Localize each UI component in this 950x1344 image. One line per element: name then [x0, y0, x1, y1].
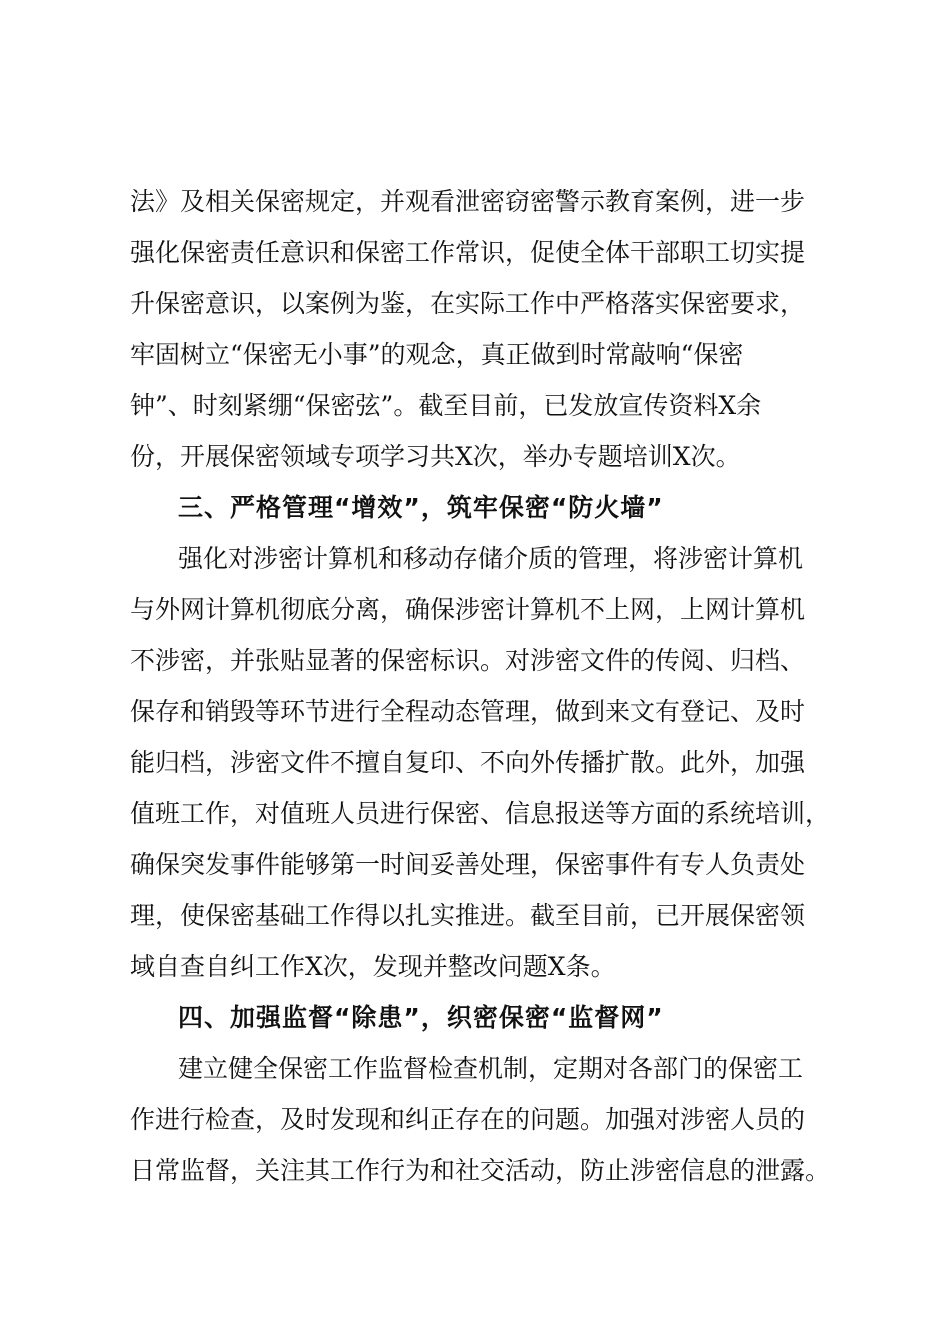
paragraph-line: 钟”、时刻紧绷“保密弦”。截至目前，已发放宣传资料X余	[130, 391, 762, 420]
paragraph-line: 强化对涉密计算机和移动存储介质的管理，将涉密计算机	[178, 544, 804, 573]
paragraph-line: 与外网计算机彻底分离，确保涉密计算机不上网，上网计算机	[130, 595, 806, 624]
paragraph-line: 作进行检查，及时发现和纠正存在的问题。加强对涉密人员的	[130, 1105, 806, 1134]
paragraph-line: 域自查自纠工作X次，发现并整改问题X条。	[130, 952, 616, 981]
section-heading-4: 四、加强监督“除患”，织密保密“监督网”	[178, 1003, 664, 1032]
paragraph-line: 强化保密责任意识和保密工作常识，促使全体干部职工切实提	[130, 238, 806, 267]
paragraph-line: 能归档，涉密文件不擅自复印、不向外传播扩散。此外，加强	[130, 748, 806, 777]
paragraph-line: 升保密意识，以案例为鉴，在实际工作中严格落实保密要求，	[130, 289, 806, 318]
paragraph-line: 份，开展保密领域专项学习共X次，举办专题培训X次。	[130, 442, 741, 471]
paragraph-line: 日常监督，关注其工作行为和社交活动，防止涉密信息的泄露。	[130, 1156, 831, 1185]
paragraph-line: 牢固树立“保密无小事”的观念，真正做到时常敲响“保密	[130, 340, 744, 369]
paragraph-line: 值班工作，对值班人员进行保密、信息报送等方面的系统培训，	[130, 799, 831, 828]
section-heading-3: 三、严格管理“增效”，筑牢保密“防火墙”	[178, 493, 664, 522]
paragraph-line: 不涉密，并张贴显著的保密标识。对涉密文件的传阅、归档、	[130, 646, 806, 675]
paragraph-line: 法》及相关保密规定，并观看泄密窃密警示教育案例，进一步	[130, 187, 806, 216]
paragraph-line: 保存和销毁等环节进行全程动态管理，做到来文有登记、及时	[130, 697, 806, 726]
paragraph-line: 理，使保密基础工作得以扎实推进。截至目前，已开展保密领	[130, 901, 806, 930]
paragraph-line: 建立健全保密工作监督检查机制，定期对各部门的保密工	[178, 1054, 804, 1083]
paragraph-line: 确保突发事件能够第一时间妥善处理，保密事件有专人负责处	[130, 850, 806, 879]
